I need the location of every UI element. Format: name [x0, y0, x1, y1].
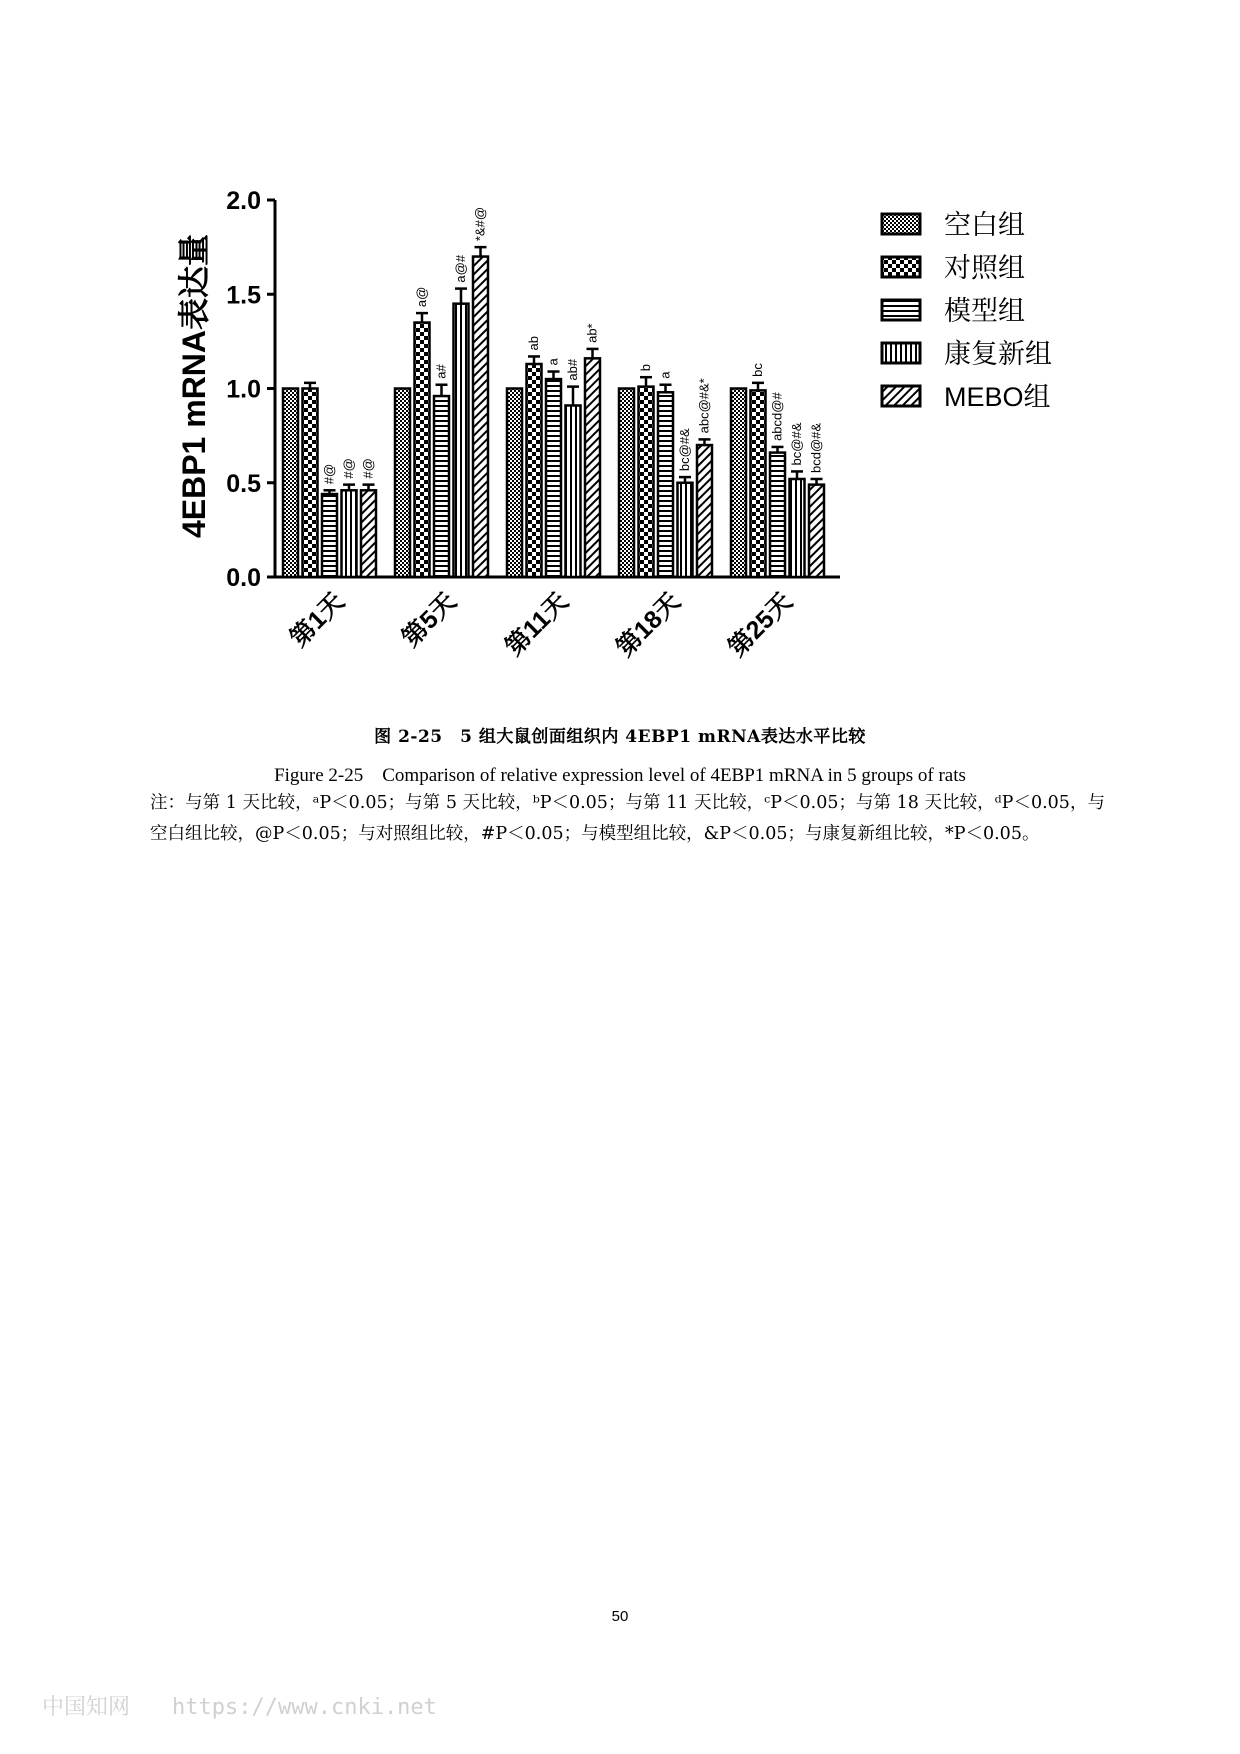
bar — [697, 445, 712, 577]
bar — [790, 479, 805, 577]
significance-label: bc@#& — [789, 422, 804, 466]
page-number: 50 — [611, 1608, 629, 1625]
significance-label: a# — [433, 364, 449, 379]
bar — [731, 389, 746, 578]
significance-label: ab* — [584, 323, 600, 343]
legend-label: 对照组 — [944, 253, 1025, 283]
bar — [566, 405, 581, 577]
watermark-cn: 中国知网 — [42, 1695, 131, 1720]
significance-label: #@ — [321, 463, 337, 485]
bar — [473, 257, 488, 577]
bar — [639, 387, 654, 577]
bar — [303, 389, 318, 578]
significance-label: a — [657, 371, 673, 379]
bar — [585, 358, 600, 577]
y-axis-title: 4EBP1 mRNA表达量 — [176, 233, 212, 539]
bar — [434, 396, 449, 577]
bar — [415, 323, 430, 577]
bar — [770, 453, 785, 577]
bar — [395, 389, 410, 578]
y-tick-label: 0.5 — [226, 469, 261, 498]
x-tick-label: 第5天 — [396, 587, 462, 653]
x-tick-label: 第25天 — [722, 587, 798, 663]
bar-chart — [0, 0, 1240, 710]
bar — [751, 390, 766, 577]
significance-label: ab — [526, 335, 541, 351]
legend-label: 康复新组 — [944, 339, 1052, 369]
legend-label: MEBO组 — [944, 382, 1051, 412]
legend-swatch — [882, 257, 920, 277]
bar — [342, 490, 357, 577]
watermark — [42, 1690, 437, 1721]
significance-label: a — [545, 358, 561, 366]
bar — [283, 389, 298, 578]
bar — [678, 483, 693, 577]
bar — [527, 364, 542, 577]
legend-label: 空白组 — [944, 210, 1025, 240]
y-axis — [226, 187, 275, 592]
significance-note: 注：与第 1 天比较，ᵃP＜0.05；与第 5 天比较，ᵇP＜0.05；与第 11 天比较，ᶜP＜0.05；与第 18 天比较，ᵈP＜0.05，与空白组比较，@P＜0.05；与对照组比较，#P＜0.05；与模型组比较，&P＜0.05；与康复新组比较，*P＜0.05。 — [150, 793, 1105, 844]
significance-label: bc — [750, 363, 765, 377]
bar — [546, 379, 561, 577]
figure-caption-chinese: 图 2-25 5 组大鼠创面组织内 4EBP1 mRNA表达水平比较 — [374, 727, 866, 747]
y-tick-label: 2.0 — [226, 187, 261, 215]
legend-swatch — [882, 343, 920, 363]
significance-label: bc@#& — [677, 428, 692, 472]
y-tick-label: 1.0 — [226, 375, 261, 404]
legend-swatch — [882, 300, 920, 320]
legend-swatch — [882, 386, 920, 406]
x-axis — [274, 577, 841, 662]
bar — [619, 389, 634, 578]
bar — [809, 485, 824, 577]
significance-label: *&#@ — [472, 206, 488, 242]
bar — [454, 304, 469, 577]
watermark-url: https://www.cnki.net — [172, 1695, 437, 1720]
significance-label: abc@#&* — [696, 378, 712, 434]
significance-label: ab# — [565, 358, 580, 381]
x-tick-label: 第11天 — [499, 587, 574, 662]
significance-label: #@ — [341, 458, 356, 479]
significance-label: a@# — [453, 254, 468, 283]
y-tick-label: 0.0 — [226, 564, 261, 592]
figure-caption-english: Figure 2-25 Comparison of relative expression level of 4EBP1 mRNA in 5 groups of rats — [274, 765, 966, 786]
significance-label: b — [638, 363, 653, 372]
bar — [322, 494, 337, 577]
significance-label: bcd@#& — [808, 422, 824, 473]
x-tick-label: 第18天 — [610, 587, 686, 663]
bars-layer — [283, 247, 824, 577]
bar — [507, 389, 522, 578]
x-tick-label: 第1天 — [284, 587, 350, 653]
legend-label: 模型组 — [944, 296, 1025, 326]
legend-swatch — [882, 214, 920, 234]
bar — [658, 392, 673, 577]
bar — [361, 490, 376, 577]
y-tick-label: 1.5 — [226, 281, 261, 310]
significance-label: #@ — [360, 458, 376, 479]
legend — [882, 210, 1052, 412]
significance-label: a@ — [414, 286, 429, 308]
significance-label: abcd@# — [769, 392, 785, 441]
